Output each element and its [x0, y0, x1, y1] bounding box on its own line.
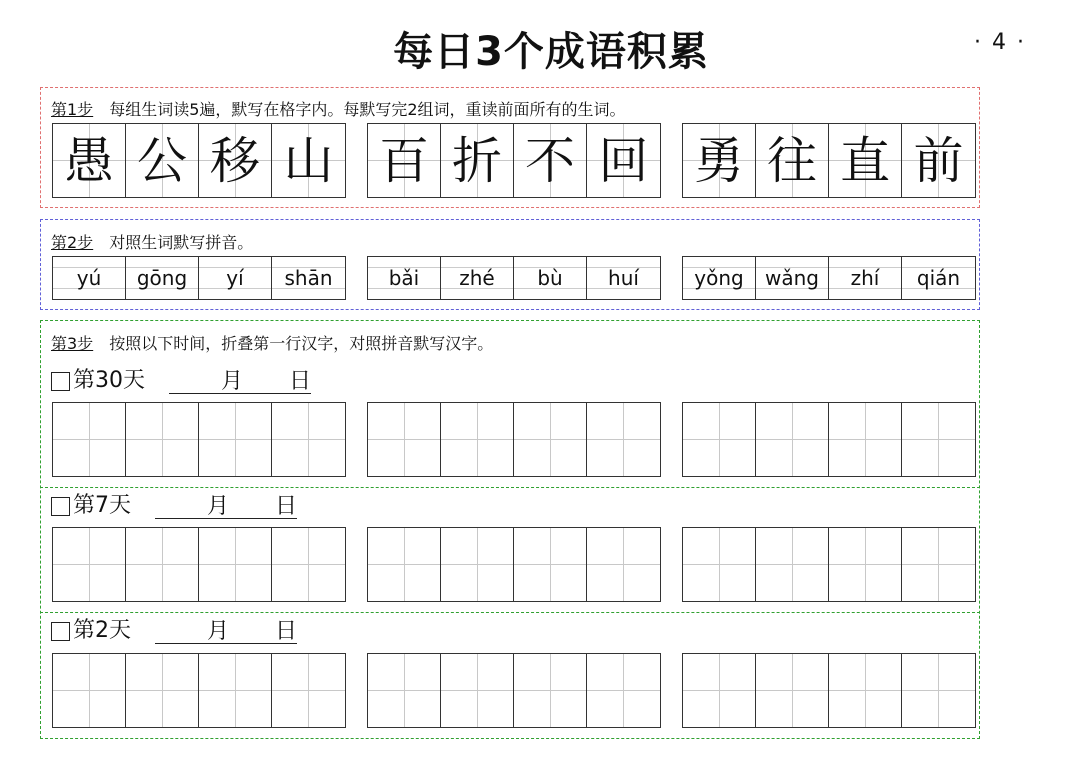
- character: 前: [913, 131, 964, 190]
- pinyin-cell: bù: [514, 257, 587, 299]
- writing-cell[interactable]: [514, 403, 587, 476]
- writing-cell[interactable]: [272, 528, 345, 601]
- month-label: 月: [207, 619, 230, 644]
- writing-cell[interactable]: [126, 528, 199, 601]
- blank-group: [682, 653, 976, 728]
- pinyin-cell: yú: [53, 257, 126, 299]
- review-day-7: [51, 488, 297, 519]
- writing-cell[interactable]: [829, 654, 902, 727]
- idiom-group-2: [367, 123, 661, 198]
- day-label: 日: [275, 494, 298, 519]
- char-cell: [514, 124, 587, 197]
- character: 回: [598, 131, 649, 190]
- writing-cell[interactable]: [441, 654, 514, 727]
- step2-section: [40, 219, 980, 310]
- writing-cell[interactable]: [756, 528, 829, 601]
- pinyin-cell: qián: [902, 257, 975, 299]
- writing-cell[interactable]: [902, 528, 975, 601]
- pinyin-cell: huí: [587, 257, 660, 299]
- review-day-label: 第7天: [73, 493, 131, 518]
- char-cell: [199, 124, 272, 197]
- month-label: 月: [207, 494, 230, 519]
- writing-cell[interactable]: [199, 528, 272, 601]
- writing-cell[interactable]: [53, 403, 126, 476]
- blank-group: [682, 527, 976, 602]
- idiom-group-1: [52, 123, 346, 198]
- step3-section: [40, 320, 980, 739]
- step1-section: [40, 87, 980, 208]
- char-cell: [53, 124, 126, 197]
- page-title: 每日3个成语积累: [393, 29, 709, 75]
- idiom-group-3: [682, 123, 976, 198]
- character: 往: [767, 131, 817, 190]
- char-cell: [126, 124, 199, 197]
- review-checkbox[interactable]: [51, 372, 70, 391]
- review-day-label: 第30天: [73, 368, 145, 393]
- writing-cell[interactable]: [587, 654, 660, 727]
- writing-cell[interactable]: [126, 403, 199, 476]
- pinyin-cell: wǎng: [756, 257, 829, 299]
- review-checkbox[interactable]: [51, 622, 70, 641]
- review-checkbox[interactable]: [51, 497, 70, 516]
- review-grid-7: [52, 527, 976, 602]
- character: 勇: [694, 131, 744, 190]
- day-label: 日: [275, 619, 298, 644]
- writing-cell[interactable]: [756, 654, 829, 727]
- day-blank[interactable]: [243, 370, 289, 394]
- month-label: 月: [221, 369, 244, 394]
- step2-pinyin-grid: [52, 256, 976, 300]
- character: 山: [283, 131, 334, 190]
- char-cell: [587, 124, 660, 197]
- writing-cell[interactable]: [829, 403, 902, 476]
- step3-instruction-line: [51, 331, 493, 354]
- pinyin-group-3: [682, 256, 976, 300]
- pinyin-group-2: [367, 256, 661, 300]
- writing-cell[interactable]: [368, 528, 441, 601]
- char-cell: [756, 124, 829, 197]
- step3-instruction: 按照以下时间，折叠第一行汉字，对照拼音默写汉字。: [109, 334, 494, 353]
- writing-cell[interactable]: [53, 654, 126, 727]
- pinyin-cell: shān: [272, 257, 345, 299]
- writing-cell[interactable]: [587, 403, 660, 476]
- step1-instruction-line: [51, 97, 626, 120]
- writing-cell[interactable]: [441, 528, 514, 601]
- step1-instruction: 每组生词读5遍，默写在格字内。每默写完2组词，重读前面所有的生词。: [109, 100, 626, 119]
- pinyin-cell: yí: [199, 257, 272, 299]
- writing-cell[interactable]: [53, 528, 126, 601]
- page-number: · 4 ·: [974, 30, 1026, 55]
- writing-cell[interactable]: [199, 403, 272, 476]
- writing-cell[interactable]: [902, 403, 975, 476]
- writing-cell[interactable]: [683, 654, 756, 727]
- char-cell: [683, 124, 756, 197]
- writing-cell[interactable]: [272, 654, 345, 727]
- blank-group: [52, 402, 346, 477]
- char-cell: [441, 124, 514, 197]
- review-day-label: 第2天: [73, 618, 131, 643]
- writing-cell[interactable]: [441, 403, 514, 476]
- writing-cell[interactable]: [126, 654, 199, 727]
- blank-group: [367, 653, 661, 728]
- writing-cell[interactable]: [587, 528, 660, 601]
- step2-label: 第2步: [51, 233, 94, 252]
- pinyin-cell: zhí: [829, 257, 902, 299]
- pinyin-cell: yǒng: [683, 257, 756, 299]
- writing-cell[interactable]: [829, 528, 902, 601]
- month-blank[interactable]: [155, 495, 207, 519]
- writing-cell[interactable]: [272, 403, 345, 476]
- day-blank[interactable]: [229, 495, 275, 519]
- pinyin-cell: gōng: [126, 257, 199, 299]
- step1-label: 第1步: [51, 100, 94, 119]
- character: 愚: [64, 131, 114, 190]
- blank-group: [367, 527, 661, 602]
- step1-character-grid: [52, 123, 976, 198]
- char-cell: [829, 124, 902, 197]
- character: 公: [137, 131, 187, 190]
- review-day-30: [51, 363, 311, 394]
- character: 折: [452, 131, 502, 190]
- step2-instruction: 对照生词默写拼音。: [109, 233, 254, 252]
- character: 不: [525, 131, 575, 190]
- writing-cell[interactable]: [683, 403, 756, 476]
- char-cell: [902, 124, 975, 197]
- character: 直: [840, 131, 890, 190]
- blank-group: [682, 402, 976, 477]
- pinyin-cell: zhé: [441, 257, 514, 299]
- character: 移: [210, 131, 260, 190]
- day-blank[interactable]: [229, 620, 275, 644]
- writing-cell[interactable]: [514, 654, 587, 727]
- writing-cell[interactable]: [199, 654, 272, 727]
- writing-cell[interactable]: [514, 528, 587, 601]
- step2-instruction-line: [51, 230, 253, 253]
- blank-group: [52, 653, 346, 728]
- writing-cell[interactable]: [902, 654, 975, 727]
- review-grid-30: [52, 402, 976, 477]
- char-cell: [368, 124, 441, 197]
- month-blank[interactable]: [169, 370, 221, 394]
- writing-cell[interactable]: [368, 654, 441, 727]
- month-blank[interactable]: [155, 620, 207, 644]
- writing-cell[interactable]: [368, 403, 441, 476]
- character: 百: [379, 131, 429, 190]
- writing-cell[interactable]: [756, 403, 829, 476]
- review-grid-2: [52, 653, 976, 728]
- char-cell: [272, 124, 345, 197]
- review-day-2: [51, 613, 297, 644]
- blank-group: [52, 527, 346, 602]
- pinyin-cell: bǎi: [368, 257, 441, 299]
- step3-label: 第3步: [51, 334, 94, 353]
- writing-cell[interactable]: [683, 528, 756, 601]
- pinyin-group-1: [52, 256, 346, 300]
- blank-group: [367, 402, 661, 477]
- day-label: 日: [289, 369, 312, 394]
